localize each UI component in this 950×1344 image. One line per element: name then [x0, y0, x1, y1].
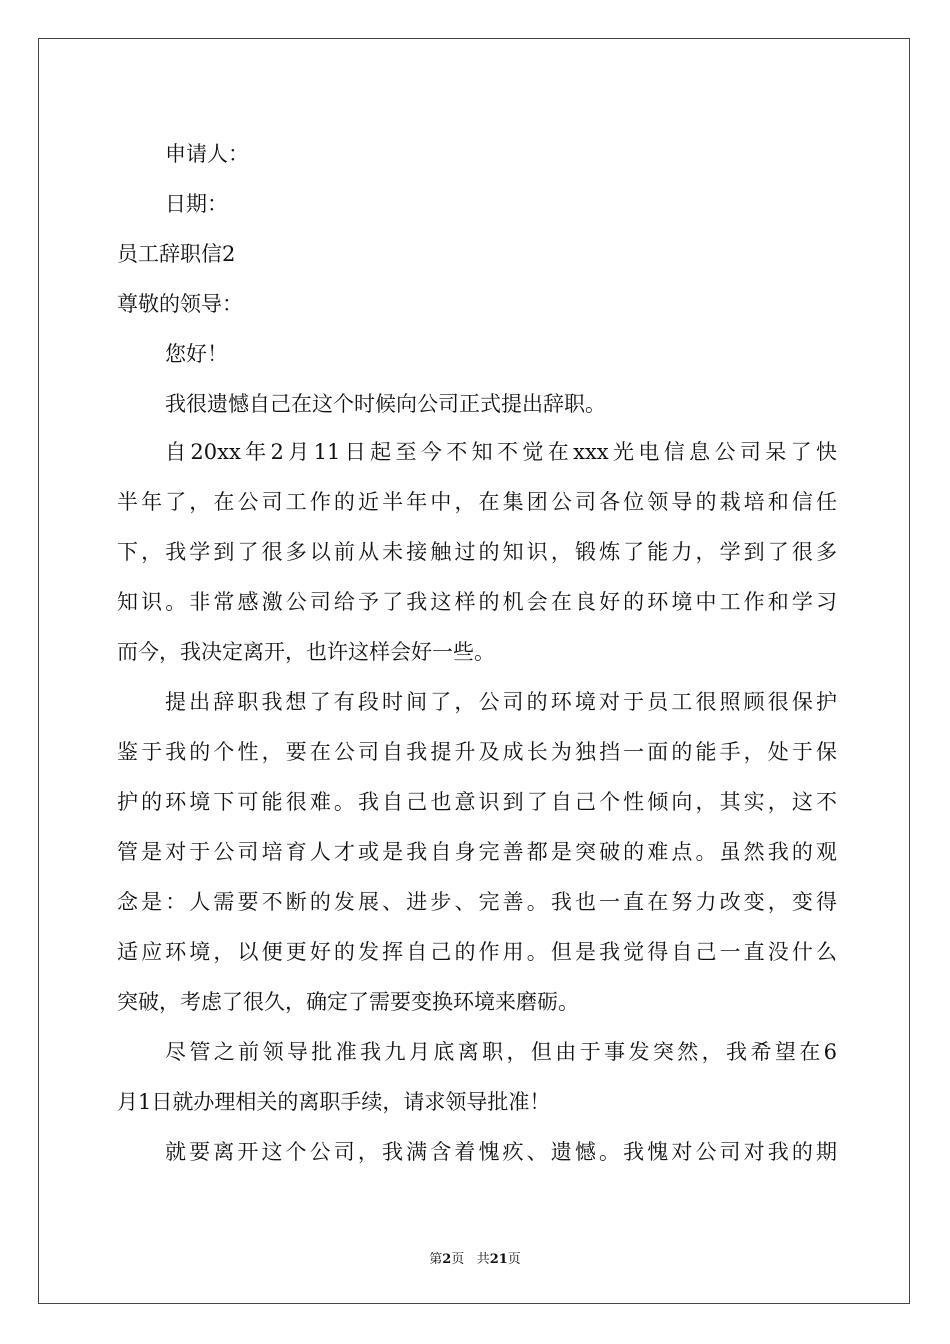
page-prefix: 第 [429, 1252, 443, 1267]
paragraph-line: 尽管之前领导批准我九月底离职，但由于事发突然，我希望在6 [165, 1040, 837, 1064]
paragraph-line: 半年了，在公司工作的近半年中，在集团公司各位领导的栽培和信任 [117, 490, 837, 514]
page-number: 2 [442, 1252, 452, 1267]
paragraph-line: 提出辞职我想了有段时间了，公司的环境对于员工很照顾很保护 [165, 690, 837, 714]
paragraph-line: 知识。非常感激公司给予了我这样的机会在良好的环境中工作和学习 [117, 590, 837, 614]
paragraph-line: 自20xx年2月11日起至今不知不觉在xxx光电信息公司呆了快 [165, 440, 837, 464]
paragraph-line: 下，我学到了很多以前从未接触过的知识，锻炼了能力，学到了很多 [117, 540, 837, 564]
paragraph-line: 护的环境下可能很难。我自己也意识到了自己个性倾向，其实，这不 [117, 790, 837, 814]
paragraph-line: 念是：人需要不断的发展、进步、完善。我也一直在努力改变，变得 [117, 890, 837, 914]
greeting: 您好！ [165, 342, 228, 366]
total-pages: 21 [489, 1252, 508, 1267]
total-prefix: 共 [476, 1252, 490, 1267]
paragraph-line: 月1日就办理相关的离职手续，请求领导批准！ [117, 1090, 551, 1114]
paragraph-line: 适应环境，以便更好的发挥自己的作用。但是我觉得自己一直没什么 [117, 940, 837, 964]
page-footer [0, 1248, 950, 1267]
letter-title: 员工辞职信2 [117, 242, 236, 266]
total-suffix: 页 [507, 1252, 521, 1267]
paragraph-line: 突破，考虑了很久，确定了需要变换环境来磨砺。 [117, 990, 579, 1014]
paragraph-line: 管是对于公司培育人才或是我自身完善都是突破的难点。虽然我的观 [117, 840, 837, 864]
page-suffix: 页 [451, 1252, 465, 1267]
paragraph-line: 而今，我决定离开，也许这样会好一些。 [117, 640, 495, 664]
paragraph-line: 就要离开这个公司，我满含着愧疚、遗憾。我愧对公司对我的期 [165, 1140, 837, 1164]
date-label: 日期： [165, 192, 228, 216]
paragraph-line: 我很遗憾自己在这个时候向公司正式提出辞职。 [165, 392, 606, 416]
applicant-label: 申请人： [165, 142, 249, 166]
salutation: 尊敬的领导： [117, 292, 243, 316]
paragraph-line: 鉴于我的个性，要在公司自我提升及成长为独挡一面的能手，处于保 [117, 740, 837, 764]
